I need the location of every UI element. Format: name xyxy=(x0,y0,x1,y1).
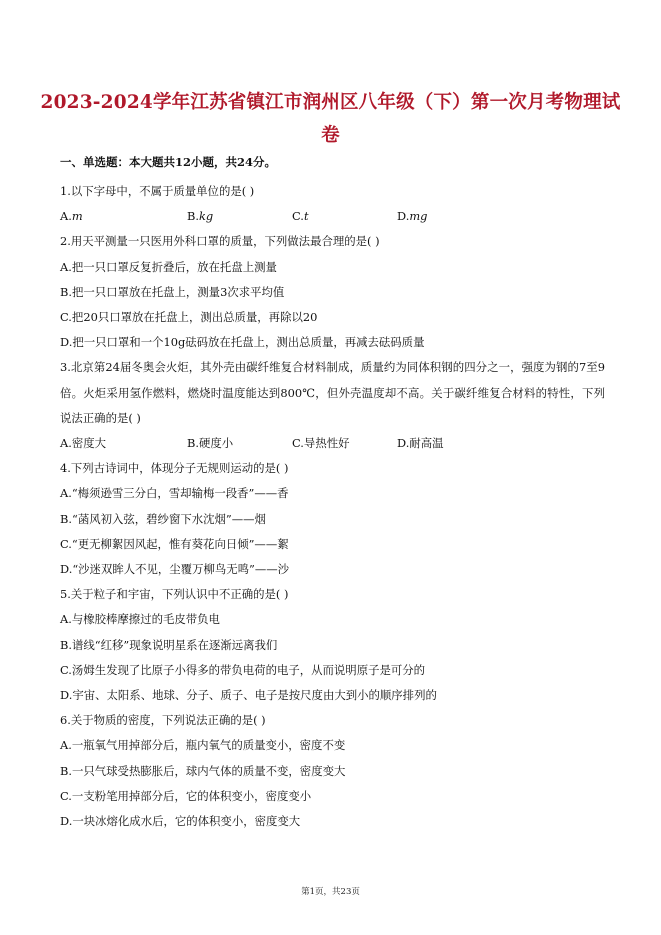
option-b[interactable]: B.一只气球受热膨胀后，球内气体的质量不变，密度变大 xyxy=(60,763,346,778)
section-header: 一、单选题：本大题共12小题，共24分。 xyxy=(60,155,277,169)
option-letter: A. xyxy=(60,209,72,224)
option-letter: B. xyxy=(187,209,199,224)
option-letter: C. xyxy=(292,209,304,224)
option-text: m xyxy=(71,209,83,224)
option-d[interactable] xyxy=(397,204,427,229)
option-a[interactable]: A.一瓶氧气用掉部分后，瓶内氧气的质量变小，密度不变 xyxy=(60,738,346,753)
option-c[interactable]: C.把20只口罩放在托盘上，测出总质量，再除以20 xyxy=(60,310,318,325)
option-a[interactable]: A.与橡胶棒摩擦过的毛皮带负电 xyxy=(60,612,220,627)
question-stem: 1.以下字母中，不属于质量单位的是( ) xyxy=(60,184,255,198)
option-letter: D. xyxy=(397,209,410,224)
question-stem: 3.北京第24届冬奥会火炬，其外壳由碳纤维复合材料制成，质量约为同体积钢的四分之一，强度为钢的7至9倍。火炬采用氢作燃料，燃烧时温度能达到800℃，但外壳温度却不高。关于碳纤维复合材料的特性，下列说法正确的是( ) xyxy=(60,360,605,425)
option-b[interactable]: B.把一只口罩放在托盘上，测量3次求平均值 xyxy=(60,284,285,299)
option-d[interactable]: D.把一只口罩和一个10g砝码放在托盘上，测出总质量，再减去砝码质量 xyxy=(60,335,425,350)
option-a[interactable]: A.密度大 xyxy=(60,436,107,451)
question-stem: 2.用天平测量一只医用外科口罩的质量，下列做法最合理的是( ) xyxy=(60,234,380,249)
option-d[interactable]: D.耐高温 xyxy=(397,436,444,451)
question-2 xyxy=(60,229,605,355)
option-c[interactable]: C.“更无柳絮因风起，惟有葵花向日倾”——絮 xyxy=(60,536,289,551)
option-c[interactable]: C.汤姆生发现了比原子小得多的带负电荷的电子，从而说明原子是可分的 xyxy=(60,662,426,677)
question-6 xyxy=(60,708,605,834)
option-c[interactable] xyxy=(292,204,397,229)
option-c[interactable]: C.导热性好 xyxy=(292,436,350,451)
option-a[interactable]: A.把一只口罩反复折叠后，放在托盘上测量 xyxy=(60,259,277,274)
question-stem: 4.下列古诗词中，体现分子无规则运动的是( ) xyxy=(60,461,289,476)
option-b[interactable]: B.“菡风初入弦，碧纱窗下水沈烟”——烟 xyxy=(60,511,266,526)
option-a[interactable]: A.“梅须逊雪三分白，雪却输梅一段香”——香 xyxy=(60,486,289,501)
option-a[interactable] xyxy=(60,204,187,229)
question-4 xyxy=(60,456,605,582)
question-5 xyxy=(60,582,605,708)
option-d[interactable]: D.宇宙、太阳系、地球、分子、质子、电子是按尺度由大到小的顺序排列的 xyxy=(60,688,437,703)
title-line-2: 卷 xyxy=(321,125,340,146)
option-text: kg xyxy=(199,209,214,224)
option-b[interactable] xyxy=(187,204,292,229)
option-text: mg xyxy=(409,209,428,224)
option-b[interactable]: B.硬度小 xyxy=(187,436,234,451)
option-text: t xyxy=(303,209,309,224)
question-3 xyxy=(60,355,605,456)
option-d[interactable]: D.“沙迷双眸人不见，尘覆万柳鸟无鸣”——沙 xyxy=(60,562,290,577)
page-number: 第1页，共23页 xyxy=(301,887,360,897)
question-1 xyxy=(60,179,605,229)
exam-title xyxy=(40,86,621,152)
question-list xyxy=(60,179,605,834)
option-row xyxy=(60,431,605,456)
option-row xyxy=(60,204,605,229)
option-d[interactable]: D.一块冰熔化成水后，它的体积变小，密度变大 xyxy=(60,814,301,829)
question-stem: 6.关于物质的密度，下列说法正确的是( ) xyxy=(60,713,266,728)
option-b[interactable]: B.谱线“红移”现象说明星系在逐渐远离我们 xyxy=(60,637,278,652)
title-line-1: 2023-2024学年江苏省镇江市润州区八年级（下）第一次月考物理试 xyxy=(40,92,621,113)
option-c[interactable]: C.一支粉笔用掉部分后，它的体积变小，密度变小 xyxy=(60,788,312,803)
question-stem: 5.关于粒子和宇宙，下列认识中不正确的是( ) xyxy=(60,587,289,602)
